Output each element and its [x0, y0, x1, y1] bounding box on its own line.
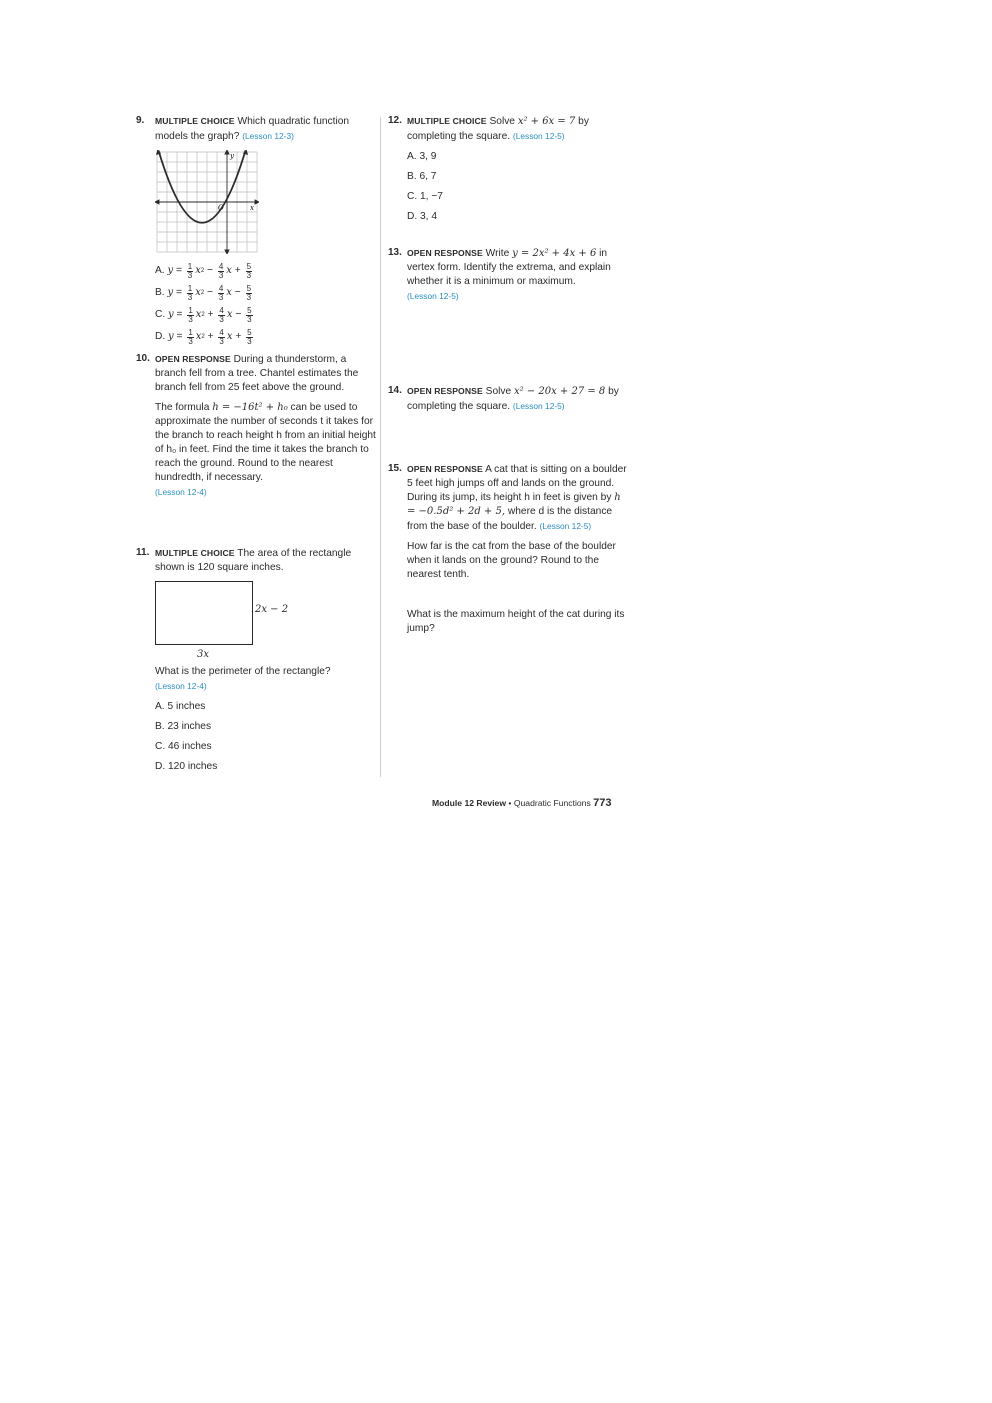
sign: +: [234, 265, 241, 276]
right-column: [388, 114, 628, 642]
lesson-link[interactable]: (Lesson 12-4): [155, 487, 207, 497]
y-axis-label: y: [230, 152, 234, 160]
question-type: OPEN RESPONSE: [407, 464, 483, 474]
question-prompt: What is the maximum height of the cat during its jump?: [407, 609, 625, 634]
frac-den: 3: [188, 336, 193, 346]
left-column: [136, 114, 376, 780]
lesson-link[interactable]: (Lesson 12-5): [407, 291, 459, 301]
question-number: 12.: [388, 115, 402, 126]
frac-num: 4: [219, 327, 224, 337]
frac-den: 3: [218, 292, 224, 302]
lesson-link[interactable]: (Lesson 12-5): [512, 401, 565, 411]
module-title: Module 12 Review: [432, 798, 507, 808]
question-15: [388, 462, 628, 636]
page-number: 773: [593, 797, 612, 809]
equation: x² + 6x = 7: [517, 116, 576, 127]
question-9: [136, 114, 376, 348]
x-axis-label: x: [250, 204, 254, 212]
option-label: C.: [155, 309, 166, 320]
question-text: in vertex form. Identify the extrema, and explain whether it is a minimum or maximum.: [407, 248, 611, 287]
option-d[interactable]: D. y = $\frac{1}{3}$ x 2 + $\frac{4}{3}$ x + $\frac{5}{3}$: [155, 327, 252, 346]
lesson-link[interactable]: (Lesson 12-4): [155, 681, 207, 691]
page-footer: [432, 796, 611, 810]
option-c[interactable]: C. 46 inches: [155, 741, 212, 752]
frac-den: 3: [246, 292, 252, 302]
question-type: OPEN RESPONSE: [407, 386, 483, 396]
option-a[interactable]: A. y = $\frac{1}{3}$ x 2 − $\frac{4}{3}$ x + $\frac{5}{3}$: [155, 261, 252, 280]
sign: +: [207, 309, 214, 320]
option-label: B.: [155, 287, 165, 298]
sign: +: [235, 331, 242, 342]
question-13: [388, 246, 628, 304]
question-type: MULTIPLE CHOICE: [407, 116, 487, 126]
question-text: During a thunderstorm, a branch fell from a tree. Chantel estimates the branch fell from 25 feet above the ground.: [155, 354, 359, 393]
sign: −: [235, 309, 242, 320]
formula: h = −16t² + h₀: [212, 402, 288, 413]
frac-den: 3: [187, 292, 193, 302]
question-text: by completing the square.: [407, 386, 619, 412]
option-b[interactable]: B. y = $\frac{1}{3}$ x 2 − $\frac{4}{3}$ x − $\frac{5}{3}$: [155, 283, 252, 302]
options-list: [155, 260, 376, 348]
question-text: A cat that is sitting on a boulder 5 feet high jumps off and lands on the ground. During its jump, its height h in feet is given by: [407, 464, 627, 503]
question-text: by completing the square.: [407, 116, 589, 142]
question-text: Write: [485, 248, 510, 259]
frac-den: 3: [246, 270, 252, 280]
frac-den: 3: [218, 270, 224, 280]
frac-num: 4: [218, 261, 224, 271]
question-type: MULTIPLE CHOICE: [155, 548, 235, 558]
option-a[interactable]: A. 5 inches: [155, 701, 206, 712]
question-14: [388, 384, 628, 414]
question-number: 13.: [388, 247, 402, 258]
frac-den: 3: [247, 336, 252, 346]
lesson-link[interactable]: (Lesson 12-5): [539, 521, 592, 531]
question-type: MULTIPLE CHOICE: [155, 116, 235, 126]
frac-num: 1: [188, 305, 193, 315]
frac-num: 5: [247, 327, 252, 337]
question-11: [136, 546, 376, 774]
question-number: 10.: [136, 353, 150, 364]
frac-num: 1: [187, 261, 193, 271]
option-c[interactable]: C. y = $\frac{1}{3}$ x 2 + $\frac{4}{3}$ x − $\frac{5}{3}$: [155, 305, 252, 324]
column-divider: [380, 117, 381, 777]
options-list: [155, 700, 376, 774]
question-type: OPEN RESPONSE: [407, 248, 483, 258]
sign: +: [207, 331, 214, 342]
question-text: Which quadratic function models the graph?: [155, 116, 350, 142]
question-text: The area of the rectangle shown is 120 square inches.: [155, 548, 352, 573]
formula-intro: The formula: [155, 402, 210, 413]
option-a[interactable]: A. 3, 9: [407, 151, 437, 162]
frac-num: 5: [246, 261, 252, 271]
question-text: where d is the distance from the base of the boulder.: [407, 506, 613, 532]
origin-label: O: [218, 204, 224, 212]
rectangle-figure: [155, 581, 315, 660]
lesson-link[interactable]: (Lesson 12-3): [242, 131, 294, 141]
options-list: [407, 150, 628, 224]
question-number: 9.: [136, 115, 145, 126]
frac-den: 3: [219, 314, 224, 324]
question-prompt: How far is the cat from the base of the boulder when it lands on the ground? Round to the nearest tenth.: [407, 541, 616, 580]
question-number: 14.: [388, 385, 402, 396]
option-b[interactable]: B. 23 inches: [155, 721, 212, 732]
question-type: OPEN RESPONSE: [155, 354, 231, 364]
sign: −: [234, 287, 241, 298]
question-text: Solve: [489, 116, 515, 127]
option-d[interactable]: D. 3, 4: [407, 211, 438, 222]
question-number: 11.: [136, 547, 150, 558]
parabola-graph: [155, 150, 259, 254]
frac-den: 3: [219, 336, 224, 346]
footer-topic: Quadratic Functions: [513, 798, 591, 808]
frac-num: 4: [218, 283, 224, 293]
question-text: Solve: [485, 386, 512, 397]
option-b[interactable]: B. 6, 7: [407, 171, 437, 182]
frac-num: 1: [188, 327, 193, 337]
question-text: can be used to approximate the number of seconds t it takes for the branch to reach height h from an initial height of h₀ in feet. Find the time it takes the branch to reach the ground. Round to the nearest hundredth, if necessary.: [155, 402, 376, 483]
question-prompt: What is the perimeter of the rectangle?: [155, 666, 331, 677]
equation: x² − 20x + 27 = 8: [513, 386, 606, 397]
question-12: [388, 114, 628, 224]
frac-den: 3: [188, 314, 193, 324]
option-label: D.: [155, 331, 166, 342]
equation: y = 2x² + 4x + 6: [512, 248, 597, 259]
option-d[interactable]: D. 120 inches: [155, 761, 218, 772]
sign: −: [207, 287, 213, 298]
equation: h = −0.5d² + 2d + 5,: [407, 492, 621, 517]
frac-num: 1: [187, 283, 193, 293]
frac-num: 5: [247, 305, 252, 315]
frac-den: 3: [187, 270, 193, 280]
footer-bullet: •: [508, 798, 512, 808]
sign: −: [207, 265, 213, 276]
option-label: A.: [155, 265, 165, 276]
question-number: 15.: [388, 463, 402, 474]
lesson-link[interactable]: (Lesson 12-5): [512, 131, 565, 141]
frac-den: 3: [247, 314, 252, 324]
frac-num: 5: [246, 283, 252, 293]
frac-num: 4: [219, 305, 224, 315]
side-length-label: 2x − 2: [255, 604, 289, 615]
rectangle-shape: [155, 581, 253, 645]
base-length-label: 3x: [197, 649, 210, 660]
question-10: [136, 352, 376, 500]
option-c[interactable]: C. 1, −7: [407, 191, 443, 202]
